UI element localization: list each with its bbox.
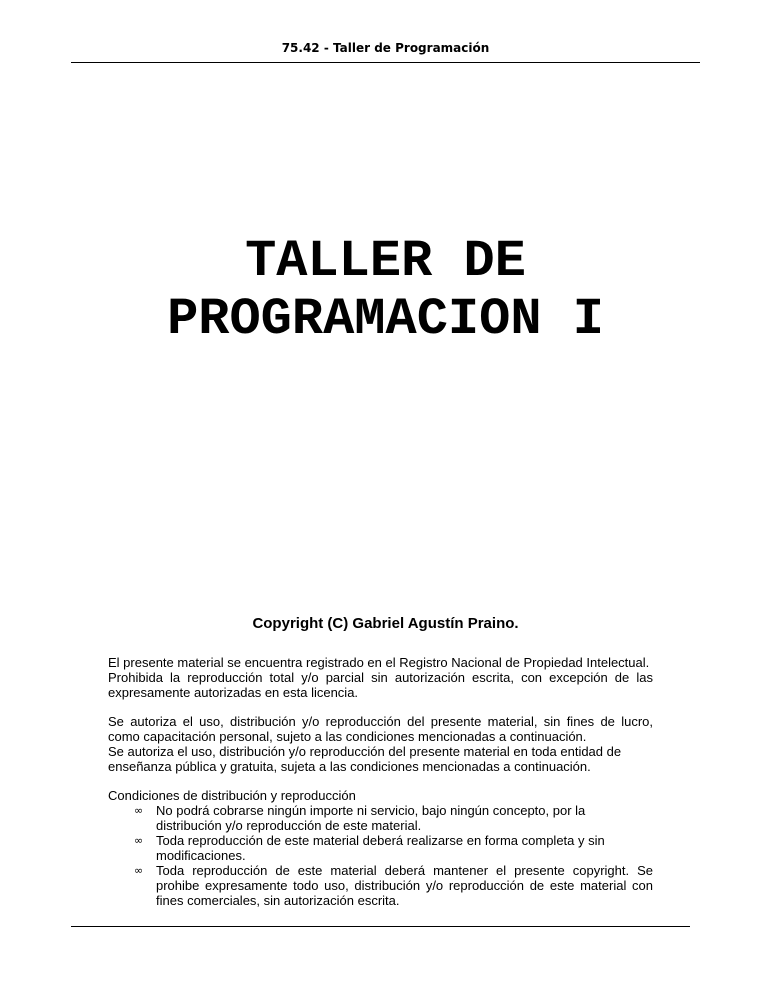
authorization-personal: Se autoriza el uso, distribución y/o reproducción del presente material, sin fines de lucro, como capacitación personal, sujeto a las condiciones mencionadas a continuación. (108, 714, 653, 744)
condition-item (134, 863, 653, 908)
infinity-bullet-icon: ∞ (134, 864, 144, 877)
condition-text: Toda reproducción de este material deberá realizarse en forma completa y sin modificaciones. (156, 833, 605, 863)
license-text (108, 655, 653, 908)
infinity-bullet-icon: ∞ (134, 834, 144, 847)
infinity-bullet-icon: ∞ (134, 804, 144, 817)
page-header (71, 38, 700, 63)
footer-divider (71, 926, 690, 927)
conditions-heading: Condiciones de distribución y reproducción (108, 788, 356, 803)
registration-line: El presente material se encuentra registrado en el Registro Nacional de Propiedad Intelectual. (108, 655, 650, 670)
course-title: 75.42 - Taller de Programación (281, 41, 490, 55)
copyright-notice: Copyright (C) Gabriel Agustín Praino. (252, 615, 519, 632)
prohibition-line: Prohibida la reproducción total y/o parcial sin autorización escrita, con excepción de las expresamente autorizadas en esta licencia. (108, 670, 653, 700)
title-line-2: PROGRAMACION I (167, 290, 604, 349)
authorization-paragraph (108, 714, 653, 774)
condition-text: Toda reproducción de este material deberá mantener el presente copyright. Se prohibe expresamente todo uso, distribución y/o reproducción de este material con fines comerciales, sin autorización escrita. (156, 863, 653, 908)
condition-item (134, 833, 653, 863)
document-title (71, 233, 700, 349)
registration-paragraph (108, 655, 653, 700)
conditions-section (108, 788, 653, 908)
authorization-education: Se autoriza el uso, distribución y/o reproducción del presente material en toda entidad de enseñanza pública y gratuita, sujeta a las condiciones mencionadas a continuación. (108, 744, 622, 774)
condition-text: No podrá cobrarse ningún importe ni servicio, bajo ningún concepto, por la distribución y/o reproducción de este material. (156, 803, 586, 833)
title-line-1: TALLER DE (245, 232, 526, 291)
conditions-list (108, 803, 653, 908)
condition-item (134, 803, 653, 833)
